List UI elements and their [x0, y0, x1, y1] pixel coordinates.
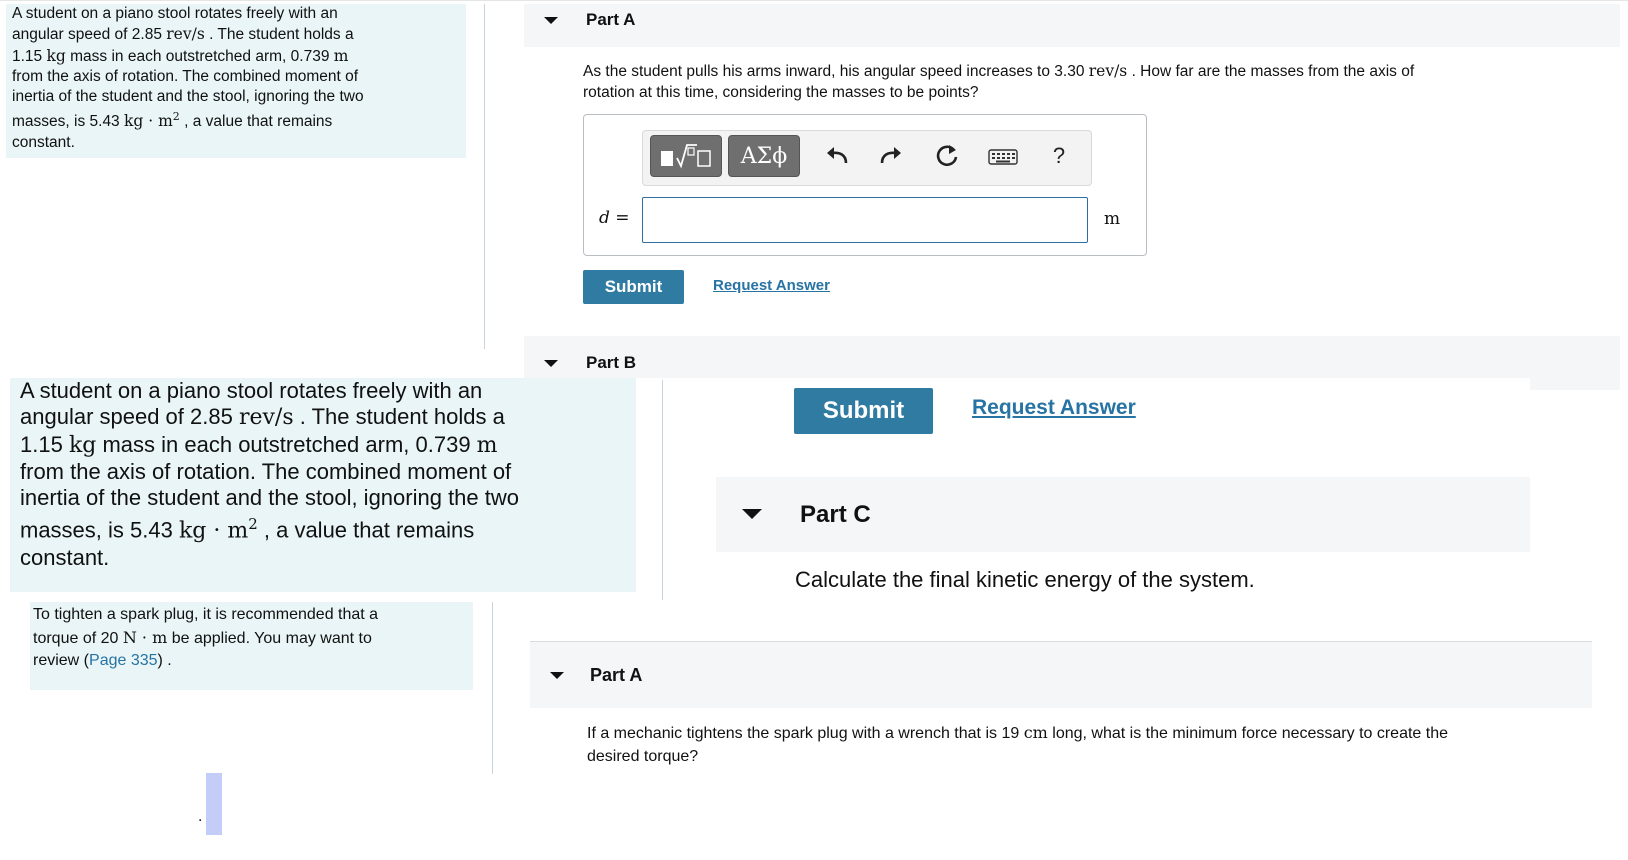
caret-down-icon[interactable] [742, 509, 762, 519]
submit-button[interactable]: Submit [583, 270, 684, 304]
problem-text: from the axis of rotation. The combined moment of [20, 458, 512, 484]
caret-down-icon[interactable] [550, 672, 564, 679]
caret-down-icon[interactable] [544, 360, 558, 367]
part-a-question: As the student pulls his arms inward, his angular speed increases to 3.30 rev/s . How far are the masses from the axis of rotation at this time, considering the masses to be points? [583, 62, 1415, 101]
part-a-question: If a mechanic tightens the spark plug with a wrench that is 19 cm long, what is the minimum force necessary to create the desired torque? [587, 723, 1449, 765]
request-answer-link[interactable]: Request Answer [972, 396, 1136, 419]
undo-icon[interactable] [820, 140, 854, 172]
problem-statement-top [6, 4, 466, 158]
page-link[interactable]: Page 335 [89, 652, 158, 669]
problem-text: To tighten a spark plug, it is recommended that a [33, 606, 379, 623]
problem-text: angular speed of 2.85 rev/s . The student holds a [12, 25, 354, 44]
part-c-title: Part C [800, 501, 871, 528]
text-selection [206, 773, 222, 835]
redo-icon[interactable] [874, 140, 908, 172]
request-answer-link[interactable]: Request Answer [713, 277, 830, 294]
help-button[interactable]: ? [1052, 143, 1066, 168]
problem-text: 1.15 kg mass in each outstretched arm, 0.739 m [20, 431, 498, 458]
problem-text: 1.15 kg mass in each outstretched arm, 0.739 m [12, 46, 349, 65]
greek-symbols-button[interactable]: ΑΣϕ [728, 135, 800, 177]
part-c-question: Calculate the final kinetic energy of the system. [795, 567, 1255, 592]
column-divider [662, 380, 663, 600]
caret-down-icon[interactable] [544, 17, 558, 24]
problem-text: from the axis of rotation. The combined moment of [12, 67, 359, 85]
column-divider [492, 602, 493, 774]
problem-text: constant. [20, 545, 110, 571]
problem-text: torque of 20 N · m be applied. You may want to [33, 627, 372, 647]
templates-button[interactable] [650, 135, 722, 177]
answer-input[interactable] [642, 197, 1088, 243]
problem-text: masses, is 5.43 kg · $m^2$ , a value that remains [12, 110, 333, 131]
templates-icon [657, 141, 715, 171]
problem-statement-zoomed [10, 378, 636, 592]
column-divider [484, 4, 485, 349]
part-a-title: Part A [590, 665, 643, 685]
part-a-title: Part A [586, 10, 636, 29]
problem-text: masses, is 5.43 kg · $m^2$ , a value that remains [20, 515, 475, 544]
part-a-header[interactable] [524, 4, 1620, 47]
problem-text: constant. [12, 133, 75, 151]
problem-text: A student on a piano stool rotates freely with an [12, 5, 338, 22]
keyboard-icon[interactable] [986, 142, 1020, 172]
submit-button[interactable]: Submit [794, 388, 933, 434]
part-b-title: Part B [586, 353, 637, 372]
answer-variable-label: d = [599, 208, 630, 228]
problem-text: A student on a piano stool rotates freely with an [20, 378, 483, 403]
reset-icon[interactable] [930, 140, 964, 172]
cursor-dot: . [198, 808, 203, 825]
answer-unit: m [1104, 209, 1121, 229]
problem-text: angular speed of 2.85 rev/s . The student holds a [20, 404, 505, 431]
part-a-header[interactable] [530, 642, 1592, 708]
problem-text: review (Page 335) . [33, 652, 172, 669]
problem-text: inertia of the student and the stool, ignoring the two [20, 485, 519, 511]
problem-text: inertia of the student and the stool, ignoring the two [12, 88, 364, 106]
problem-statement-spark [30, 602, 473, 690]
